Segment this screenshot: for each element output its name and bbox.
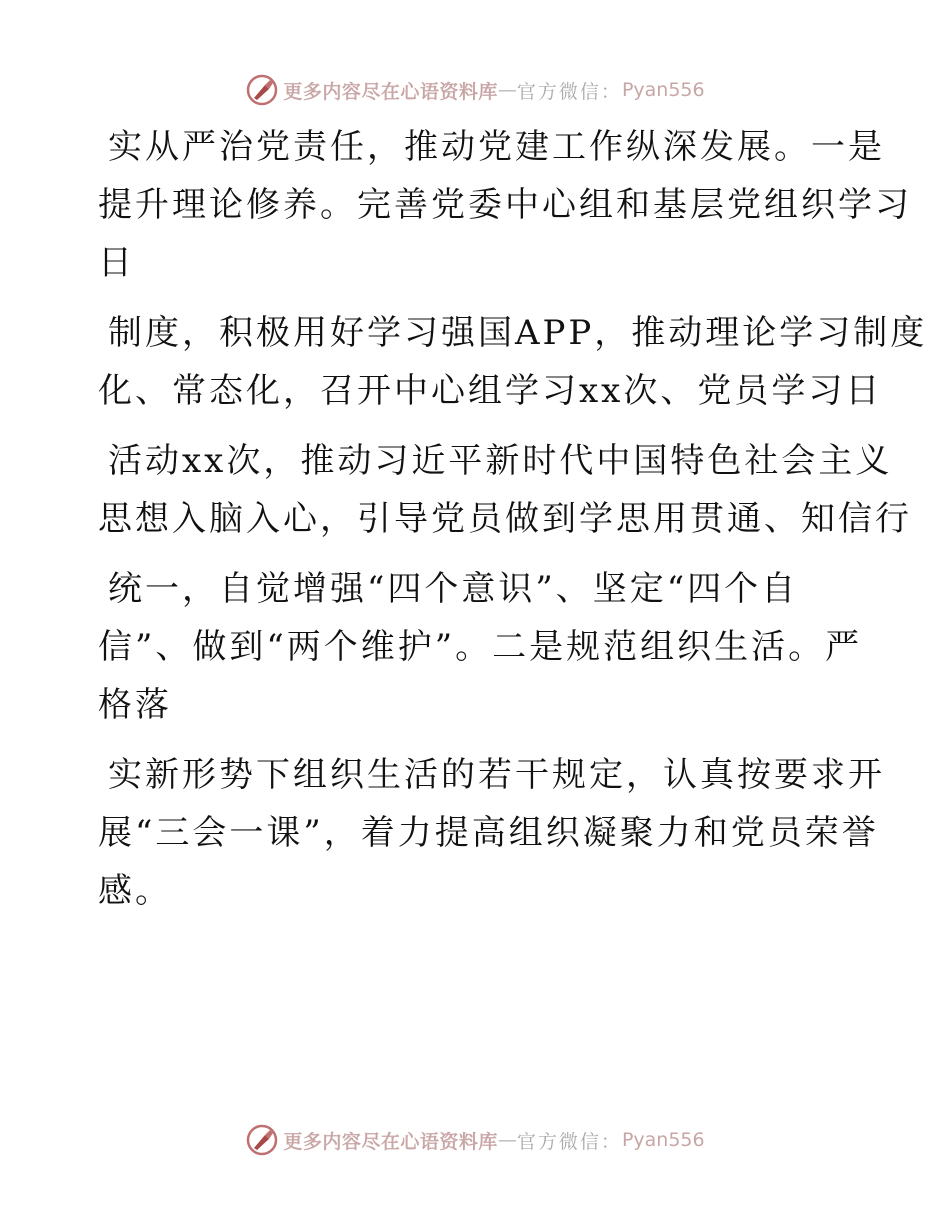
body-line: 活动xx次，推动习近平新时代中国特色社会主义 — [108, 441, 893, 481]
body-line: 制度，积极用好学习强国APP，推动理论学习制度 — [108, 313, 928, 353]
body-line: 展“三会一课”，着力提高组织凝聚力和党员荣誉 — [98, 813, 879, 853]
watermark-id: Pyan556 — [621, 79, 705, 101]
body-line: 实新形势下组织生活的若干规定，认真按要求开 — [108, 755, 885, 795]
watermark-sub-text: 官方微信： — [516, 1130, 622, 1153]
body-line: 感。 — [98, 871, 172, 911]
watermark-separator: — — [497, 1129, 517, 1151]
body-line: 思想入脑入心，引导党员做到学思用贯通、知信行 — [98, 499, 912, 539]
watermark-main-text: 更多内容尽在心语资料库 — [283, 1130, 498, 1153]
body-line: 统一，自觉增强“四个意识”、坚定“四个自 — [108, 569, 799, 609]
body-line: 格落 — [98, 685, 172, 725]
watermark-separator: — — [497, 79, 517, 101]
watermark-id: Pyan556 — [621, 1129, 705, 1151]
pen-nib-circle-icon — [245, 73, 279, 107]
body-line: 提升理论修养。完善党委中心组和基层党组织学习 — [98, 185, 912, 225]
body-line: 日 — [98, 243, 135, 283]
pen-nib-circle-icon — [245, 1123, 279, 1157]
footer-watermark — [0, 1120, 950, 1160]
header-watermark — [0, 70, 950, 110]
watermark-sub-text: 官方微信： — [516, 80, 622, 103]
document-body — [98, 118, 928, 920]
body-line: 实从严治党责任，推动党建工作纵深发展。一是 — [108, 127, 885, 167]
body-line: 信”、做到“两个维护”。二是规范组织生活。严 — [98, 627, 863, 667]
body-line: 化、常态化，召开中心组学习xx次、党员学习日 — [98, 371, 883, 411]
watermark-main-text: 更多内容尽在心语资料库 — [283, 80, 498, 103]
